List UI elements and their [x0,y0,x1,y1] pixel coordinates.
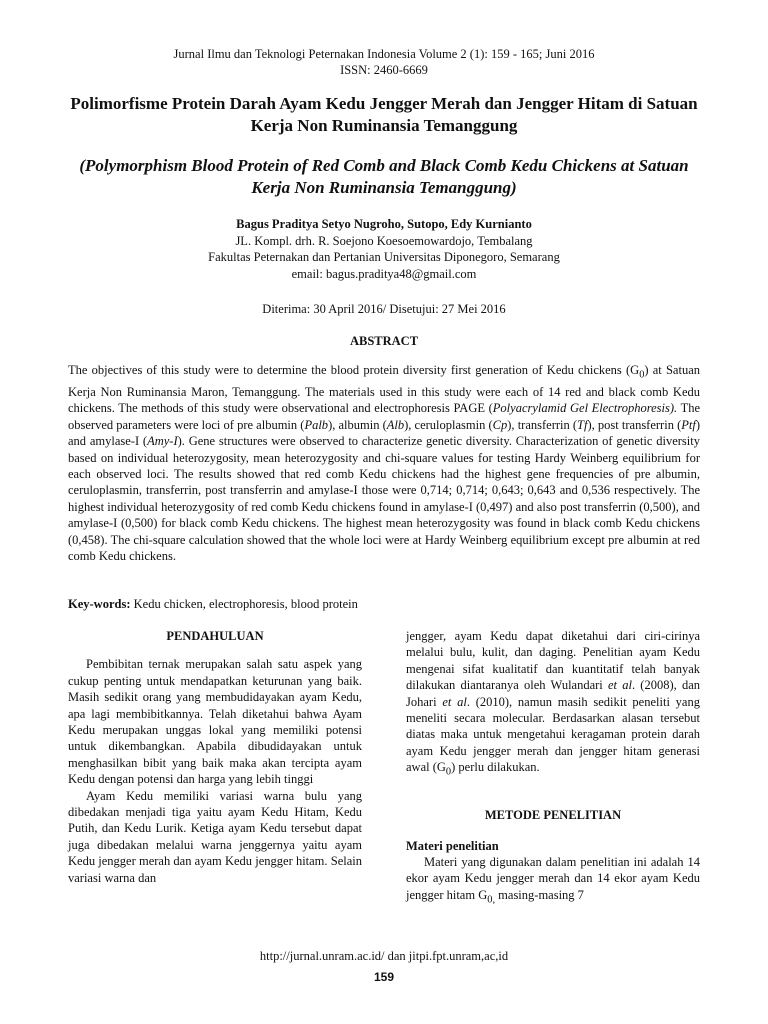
section-heading-pendahuluan: PENDAHULUAN [166,629,264,643]
abstract-text: The objectives of this study were to determine the blood protein diversity first generation of Kedu chickens (G [68,363,640,377]
body-text: . (2010), namun masih sedikit peneliti yang meneliti secara molecular. Berdasarkan alasan tersebut diatas maka untuk mengetahui keragaman protein darah ayam Kedu jengger merah dan jengger hitam generasi awal (G [406,694,700,775]
right-column [406,628,700,909]
pendahuluan-continuation [406,628,700,781]
abstract-term: Palb [304,417,329,432]
abstract-term: Polyacrylamid Gel Electrophoresis). [492,401,678,416]
author-email[interactable]: email: bagus.praditya48@gmail.com [291,266,477,281]
metode-paragraph-1 [406,854,700,909]
abstract-text: ), albumin ( [328,417,387,432]
pendahuluan-paragraph-2: Ayam Kedu memiliki variasi warna bulu yang dibedakan menjadi tiga yaitu ayam Kedu Hitam, Kedu Putih, dan Kedu Lurik. Ketiga ayam Kedu tersebut dapat juga dibedakan melalui warna jenggernya yaitu ayam Kedu jengger merah dan ayam Kedu jengger hitam. Selain variasi warna dan [68,788,362,885]
journal-header [0,46,768,78]
author-names: Bagus Praditya Setyo Nugroho, Sutopo, Edy Kurnianto [236,217,532,231]
author-affiliation: Fakultas Peternakan dan Pertanian Universitas Diponegoro, Semarang [208,250,560,264]
section-heading-metode: METODE PENELITIAN [484,808,622,823]
abstract-text: The observed parameters were loci of pre albumin ( [68,401,700,432]
page-number: 159 [373,970,395,984]
pendahuluan-paragraph-1: Pembibitan ternak merupakan salah satu aspek yang cukup penting untuk mendapatkan keturunan yang baik. Masih sedikit orang yang membudidayakan ayam Kedu, apa lagi membibitkannya. Telah diketahui bahwa Ayam Kedu merupakan unggas lokal yang memiliki potensi untuk dikembangkan. Apabila dibudidayakan untuk menghasilkan bibit yang baik maka akan tercipta ayam Kedu dengan potensi dan harga yang lebih tinggi [68,657,362,787]
abstract-term: Amy-I [147,434,178,449]
abstract-term: Tf [577,417,588,432]
received-date: Diterima: 30 April 2016/ Disetujui: 27 Mei 2016 [262,302,506,316]
subsection-heading-materi: Materi penelitian [406,838,499,853]
body-subscript: 0 [445,766,452,778]
paper-title: Polimorfisme Protein Darah Ayam Kedu Jengger Merah dan Jengger Hitam di Satuan Kerja Non Ruminansia Temanggung [70,94,698,135]
et-al: et al [608,678,632,693]
body-text: masing-masing 7 [495,887,584,902]
journal-issn: ISSN: 2460-6669 [340,63,428,77]
abstract-body [68,362,700,564]
abstract-text: ) and amylase-I ( [68,417,701,449]
body-text: ) perlu dilakukan. [451,760,540,775]
body-text: Materi yang digunakan dalam penelitian ini adalah 14 ekor ayam Kedu jengger merah dan 14 ekor ayam Kedu jengger hitam G [406,854,700,902]
journal-citation: Jurnal Ilmu dan Teknologi Peternakan Indonesia Volume 2 (1): 159 - 165; Juni 2016 [173,47,595,61]
abstract-text: ), ceruloplasmin ( [404,417,493,432]
keywords-line [68,597,700,612]
author-address: JL. Kompl. drh. R. Soejono Koesoemowardojo, Tembalang [235,233,533,248]
abstract-text: ). Gene structures were observed to characterize genetic diversity. Characterization of genetic diversity based on individual heterozygosity, mean heterozygosity and chi-square values for testing Hardy Weinberg equilibrium for each observed loci. The results showed that red comb Kedu chickens had the highest gene frequencies of pre albumin, ceruloplasmin, transferrin, post transferrin and amylase-I those were 0,714; 0,714; 0,643; 0,643 and 0,536 respectively. The highest individual heterozygosity of red comb Kedu chickens found in amylase-I (0,497) and also post transferrin (0,500), and amylase-I (0,500) for black comb Kedu chickens. The highest mean heterozygosity was found in black comb Kedu chickens (0,458). The chi-square calculation showed that the whole loci were at Hardy Weinberg equilibrium except pre albumin at red comb Kedu chickens. [68,434,700,563]
paper-subtitle-english: (Polymorphism Blood Protein of Red Comb and Black Comb Kedu Chickens at Satuan Kerja Non Ruminansia Temanggung) [79,156,689,197]
keywords-label: Key-words: [68,597,131,611]
abstract-text: ) at Satuan Kerja Non Ruminansia Maron, Temanggung. The materials used in this study were each of 14 red and black comb Kedu chickens. The methods of this study were observational and electrophoresis PAGE ( [68,363,700,416]
footer-url[interactable]: http://jurnal.unram.ac.id/ dan jitpi.fpt.unram,ac,id [259,949,509,963]
et-al: et al [442,694,467,709]
abstract-text: ), post transferrin ( [587,417,682,432]
keywords-text: Kedu chicken, electrophoresis, blood protein [130,597,358,611]
abstract-text: ), transferrin ( [507,417,578,432]
abstract-subscript: 0 [639,369,645,381]
body-text: jengger, ayam Kedu dapat diketahui dari ciri-cirinya melalui bulu, kulit, dan daging. Penelitian ayam Kedu mengenai sifat kualitatif dan kuantitatif telah banyak dilakukan diantaranya oleh Wulandari [406,629,700,693]
abstract-term: Alb [386,417,405,432]
body-subscript: 0, [487,894,496,906]
column-spacer [406,781,700,807]
abstract-heading: ABSTRACT [349,334,419,348]
left-column [68,628,362,886]
abstract-term: Cp [492,417,508,432]
body-text: . (2008), dan Johari [406,678,701,709]
author-block [0,216,768,282]
abstract-term: Ptf [681,417,696,432]
